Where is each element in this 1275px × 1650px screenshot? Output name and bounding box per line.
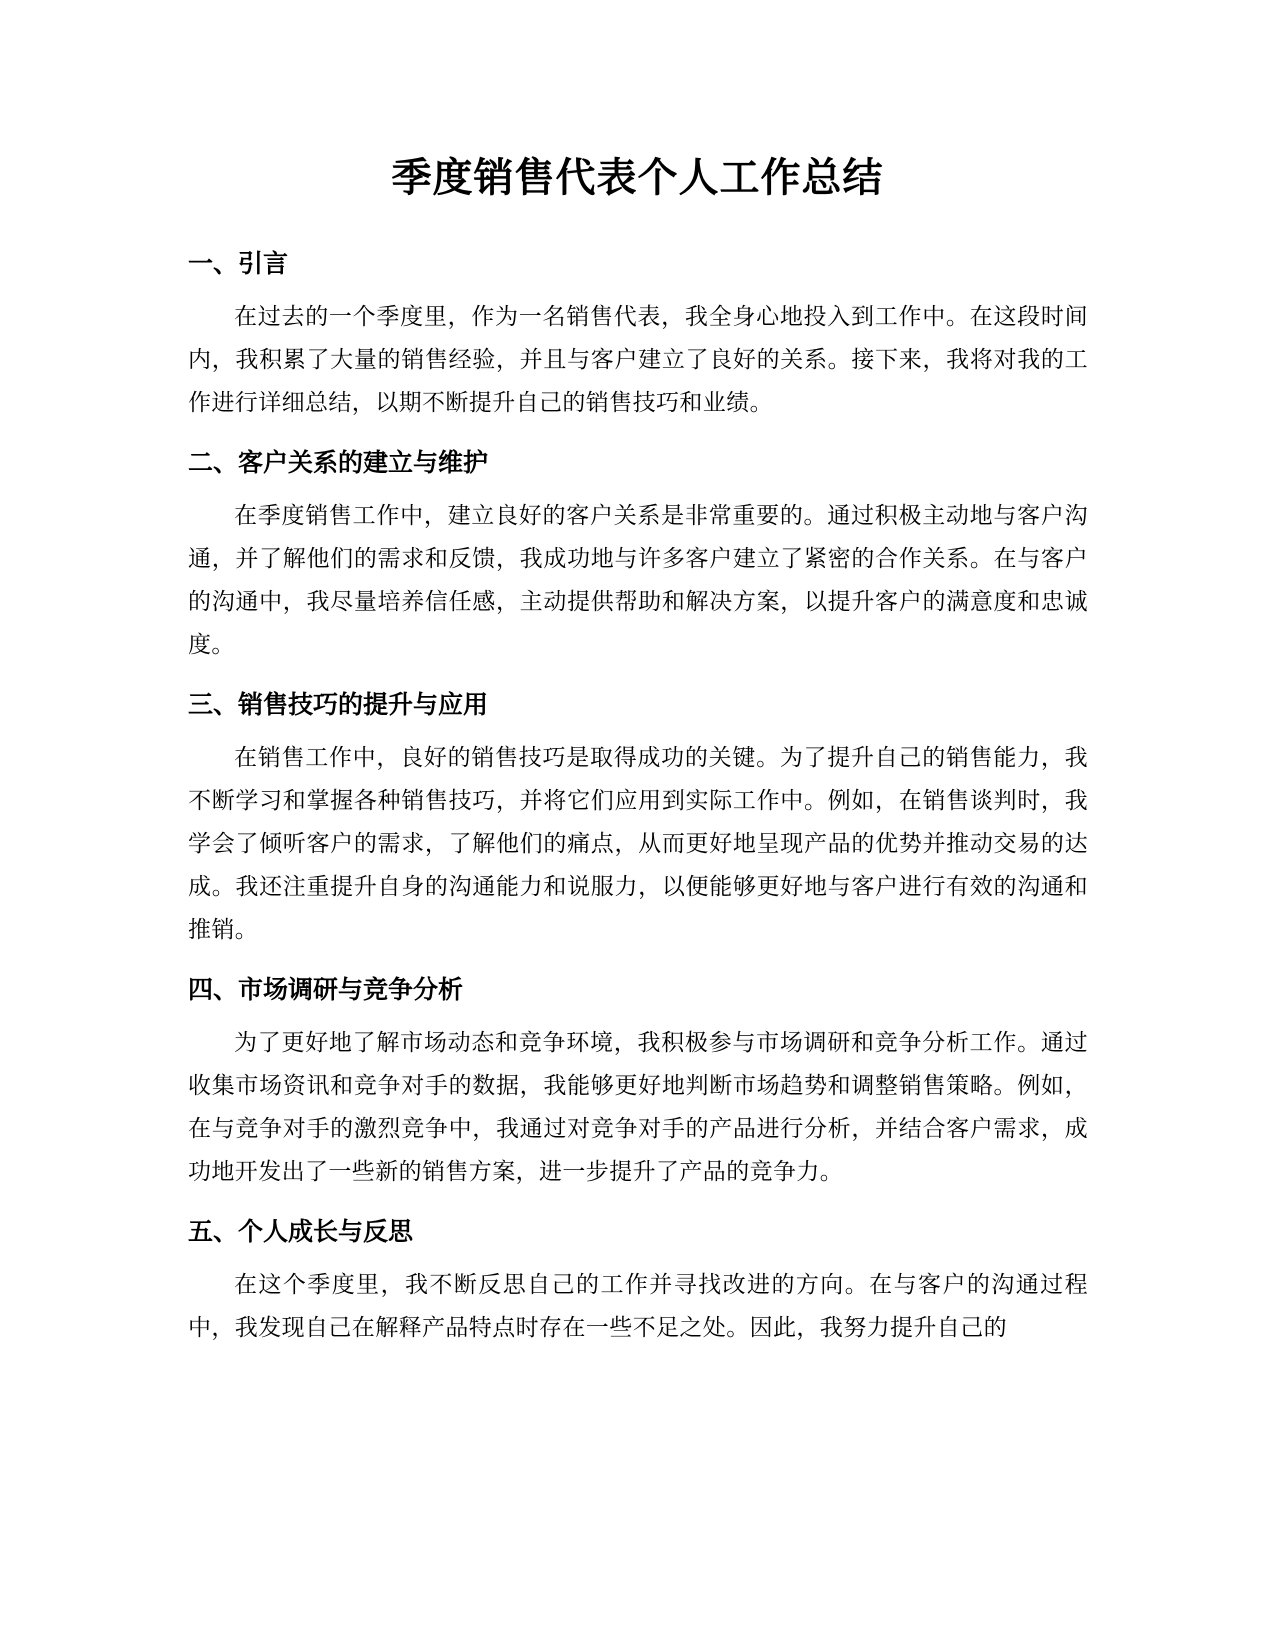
section-paragraph: 为了更好地了解市场动态和竞争环境，我积极参与市场调研和竞争分析工作。通过收集市场资讯和竞争对手的数据，我能够更好地判断市场趋势和调整销售策略。例如，在与竞争对手的激烈竞争中，我通过对竞争对手的产品进行分析，并结合客户需求，成功地开发出了一些新的销售方案，进一步提升了产品的竞争力。: [188, 1030, 1088, 1185]
section-heading: 四、市场调研与竞争分析: [188, 975, 464, 1004]
section-introduction: [188, 240, 1088, 425]
section-heading: 一、引言: [188, 249, 289, 278]
section-heading: 二、客户关系的建立与维护: [188, 448, 489, 477]
section-heading: 三、销售技巧的提升与应用: [188, 690, 489, 719]
document-body: [188, 240, 1088, 1364]
section-heading: 五、个人成长与反思: [188, 1217, 414, 1246]
document-title: 季度销售代表个人工作总结: [391, 155, 884, 201]
section-personal-growth: [188, 1208, 1088, 1350]
section-sales-skills: [188, 681, 1088, 952]
section-market-research: [188, 966, 1088, 1194]
section-paragraph: 在过去的一个季度里，作为一名销售代表，我全身心地投入到工作中。在这段时间内，我积累了大量的销售经验，并且与客户建立了良好的关系。接下来，我将对我的工作进行详细总结，以期不断提升自己的销售技巧和业绩。: [188, 304, 1088, 416]
section-paragraph: 在这个季度里，我不断反思自己的工作并寻找改进的方向。在与客户的沟通过程中，我发现自己在解释产品特点时存在一些不足之处。因此，我努力提升自己的: [188, 1272, 1088, 1341]
section-paragraph: 在销售工作中，良好的销售技巧是取得成功的关键。为了提升自己的销售能力，我不断学习和掌握各种销售技巧，并将它们应用到实际工作中。例如，在销售谈判时，我学会了倾听客户的需求，了解他们的痛点，从而更好地呈现产品的优势并推动交易的达成。我还注重提升自身的沟通能力和说服力，以便能够更好地与客户进行有效的沟通和推销。: [188, 745, 1088, 943]
section-customer-relations: [188, 439, 1088, 667]
section-paragraph: 在季度销售工作中，建立良好的客户关系是非常重要的。通过积极主动地与客户沟通，并了解他们的需求和反馈，我成功地与许多客户建立了紧密的合作关系。在与客户的沟通中，我尽量培养信任感，主动提供帮助和解决方案，以提升客户的满意度和忠诚度。: [188, 503, 1088, 658]
